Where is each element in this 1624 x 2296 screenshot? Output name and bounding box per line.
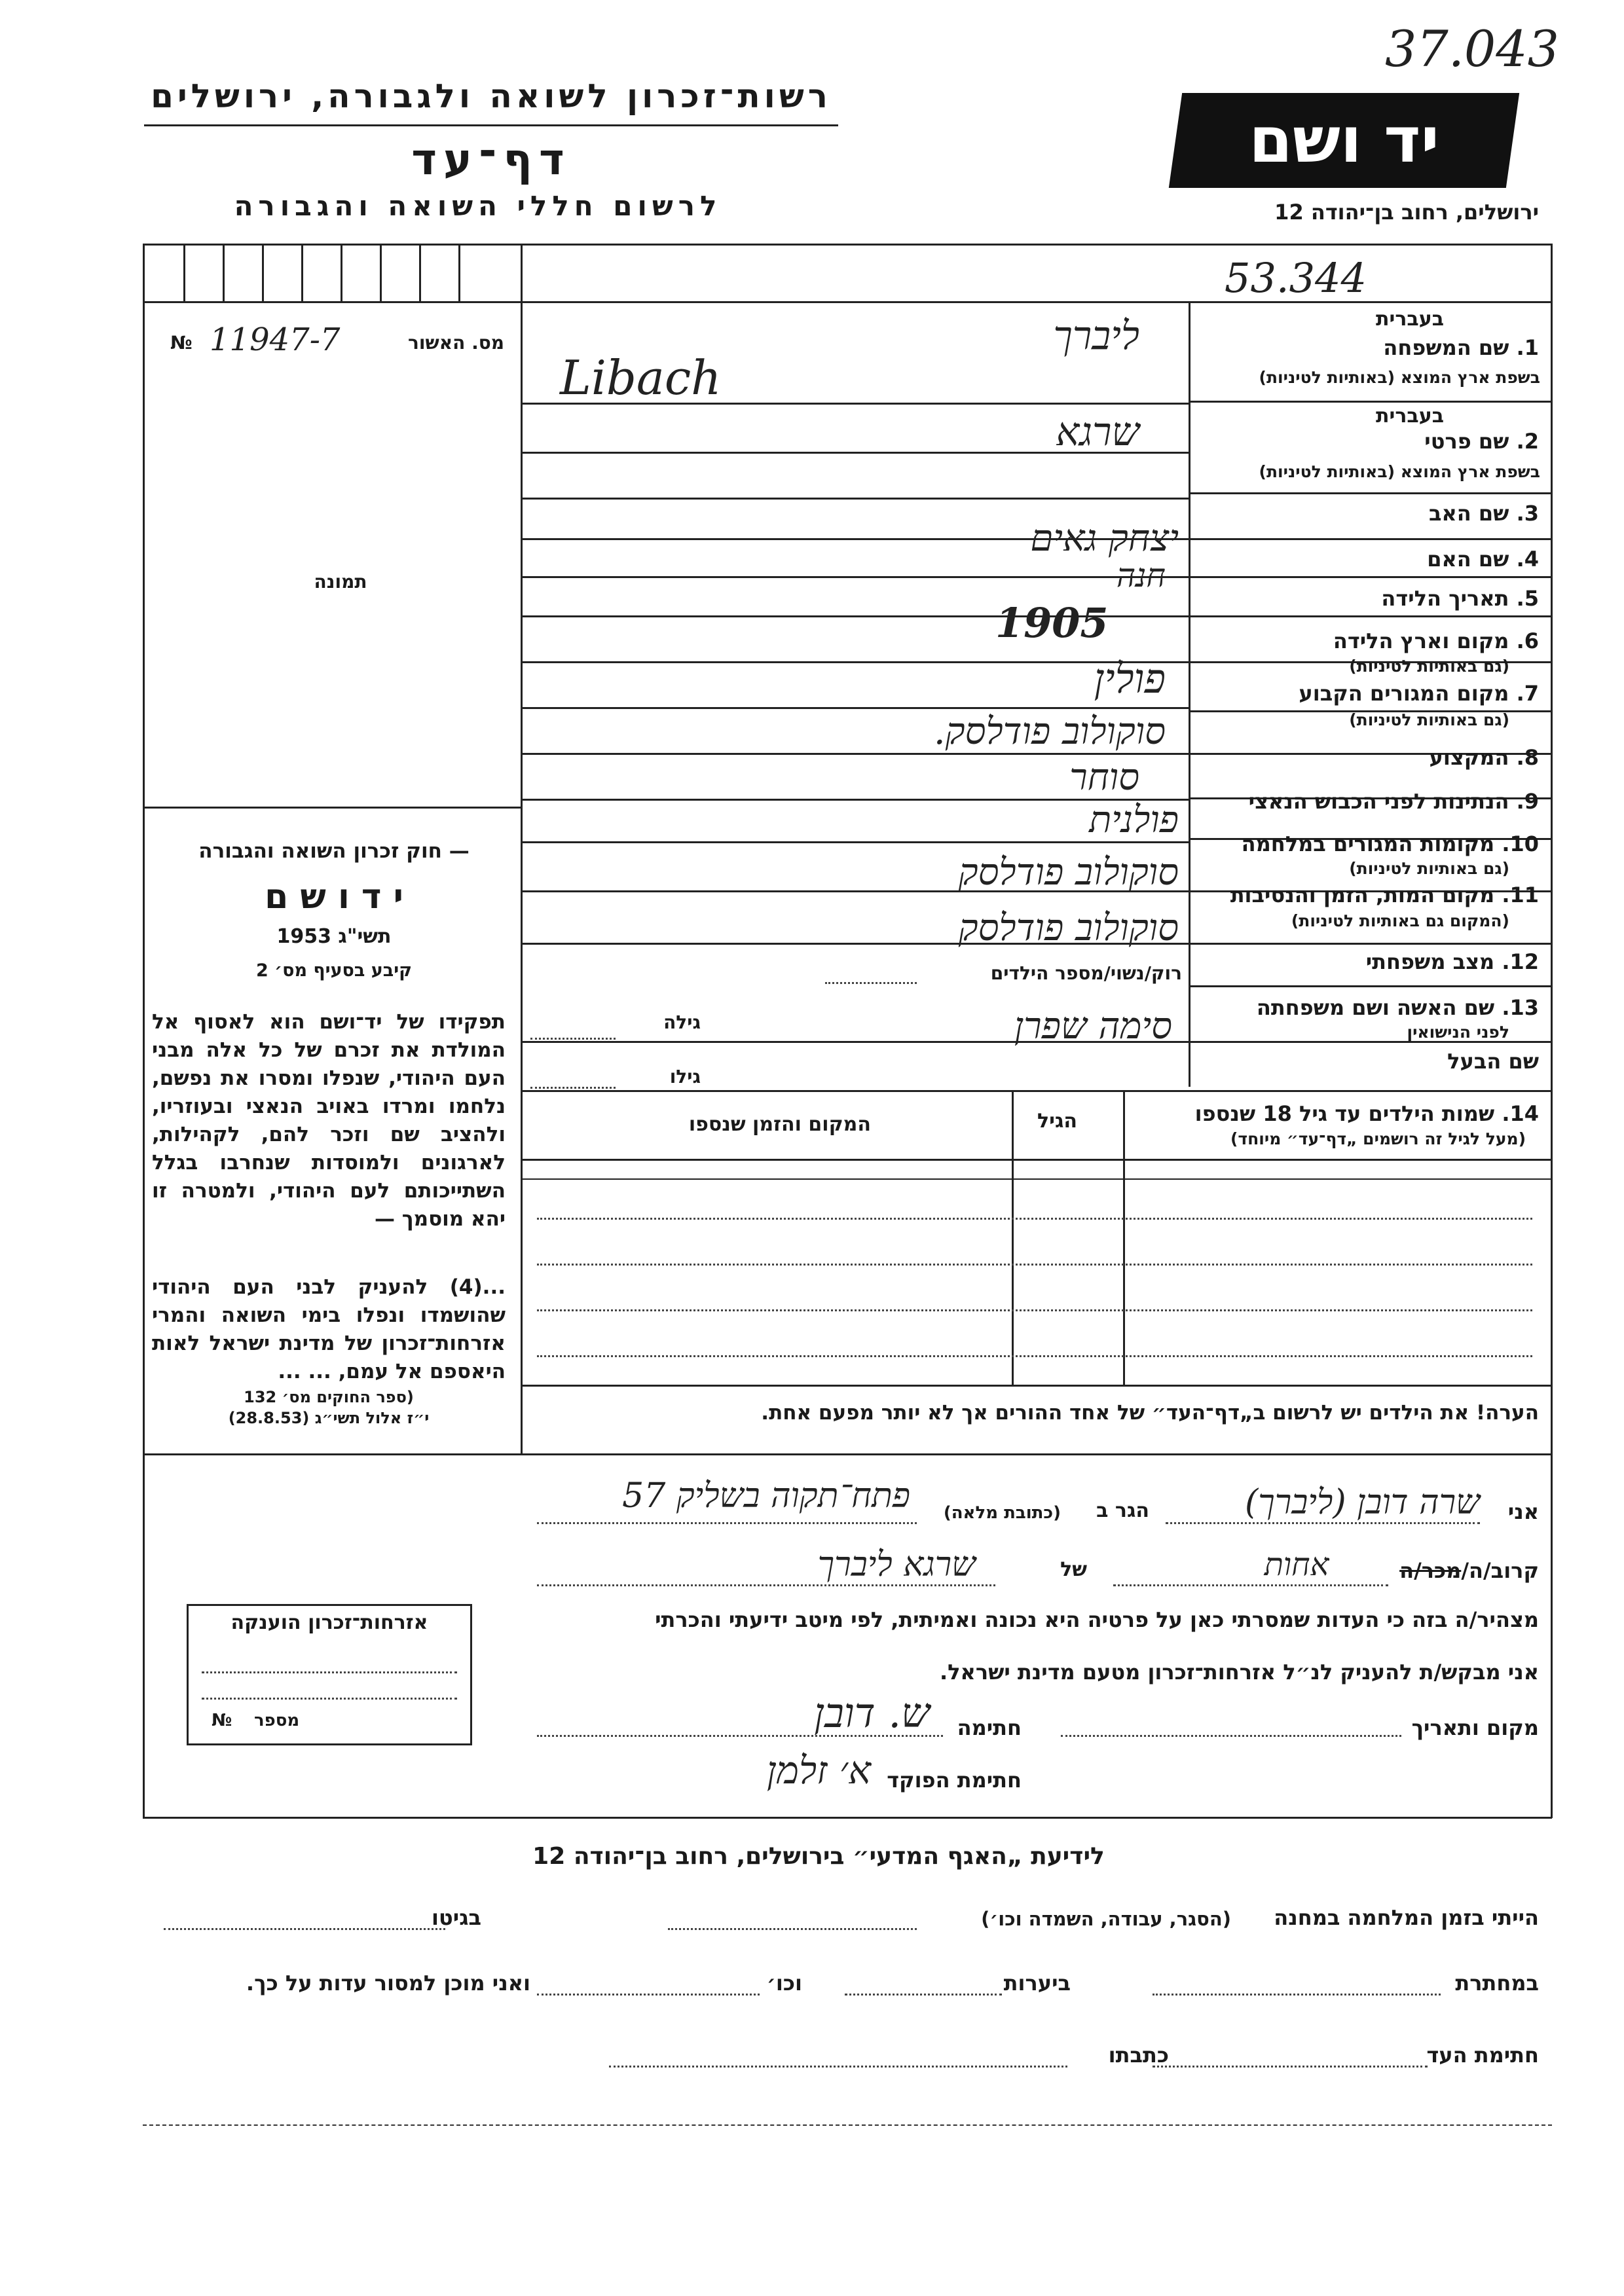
children-row-dots [537, 1218, 1532, 1220]
husband-age-line [530, 1087, 616, 1089]
law-year: תשי"ג 1953 [276, 925, 392, 948]
row-divider [1189, 492, 1552, 494]
note-top [523, 1385, 1552, 1387]
row-divider [1189, 538, 1552, 540]
field-7-sub: (גם באותיות לטיניות) [1349, 710, 1509, 729]
bottom-underground-line [1153, 1994, 1441, 1995]
birth-place-value: פולין [1094, 655, 1166, 702]
label-column-divider [1189, 301, 1190, 1087]
field-13-label: 13. שם האשה ושם משפחתה [1256, 995, 1539, 1020]
bottom-address-label: כתבתו [1108, 2043, 1169, 2068]
children-col-divider [1123, 1090, 1125, 1385]
children-row [523, 1178, 1552, 1180]
approval-value: 11947-7 [210, 321, 341, 358]
field-1-heb-tag: בעברית [1376, 308, 1444, 331]
children-col-age: הגיל [1037, 1110, 1077, 1133]
decl-full-addr: (כתובת מלאה) [943, 1503, 1061, 1523]
authority-title: רשות־זכרון לשואה ולגבורה, ירושלים [151, 77, 832, 115]
bottom-witness-sig-label: חתימת העד [1426, 2043, 1539, 2068]
field-1-sub: בשפת ארץ המוצא (באותיות לטיניות) [1259, 368, 1540, 387]
declarant-signature: ש. דובן [814, 1689, 930, 1737]
declarant-address: פתח־תקוה בשליק 57 [622, 1476, 910, 1516]
frame-middle-bottom [143, 1453, 1552, 1455]
first-name-hebrew: שרגא [1056, 409, 1139, 455]
form-purpose: לרשום חללי השואה והגבורה [234, 190, 722, 222]
strip-box [458, 244, 460, 301]
law-ref-2: י״ז אלול תשי״ג (28.8.53) [228, 1409, 430, 1427]
nationality-value: פולנית [1089, 799, 1179, 841]
signature-line [537, 1735, 943, 1737]
frame-left [143, 244, 145, 1455]
bottom-underground-label: במחתרת [1455, 1971, 1539, 1995]
children-col-divider [1012, 1090, 1014, 1385]
form-name: דף־עד [411, 134, 571, 185]
father-name-value: יצחק גאים [1030, 517, 1179, 560]
children-header-bottom [523, 1159, 1552, 1161]
children-col-place: המקום והזמן שנספו [688, 1113, 871, 1136]
wife-name-value: סימה שפרן [1014, 1005, 1172, 1048]
decl-request: אני מבקש/ת להעניק לנ״ל אזרחות־זכרון מטעם מדינת ישראל. [940, 1660, 1539, 1685]
top-strip-bottom [143, 301, 523, 303]
bottom-address-line [609, 2066, 1067, 2068]
children-subtitle: (מעל לגיל זה רושמים „דף־עד״ מיוחד) [1230, 1129, 1526, 1148]
stamp-number: 53.344 [1225, 254, 1367, 302]
bottom-camp-label: הייתי בזמן המלחמה במחנה [1274, 1905, 1539, 1930]
bottom-forests-line [845, 1994, 1002, 1995]
officer-signature: א׳ זלמן [766, 1748, 871, 1793]
declarant-name: שרה דובן (ליברך) [1244, 1483, 1480, 1522]
field-11-label: 11. מקום המות, הזמן והנסיבות [1230, 883, 1539, 907]
relationship-line [1113, 1584, 1388, 1586]
authority-underline [144, 124, 838, 126]
citizenship-line [202, 1698, 457, 1700]
husband-label: שם הבעל [1447, 1049, 1539, 1074]
birth-date-value: 1905 [995, 599, 1109, 647]
profession-value: סוחר [1069, 756, 1139, 799]
row-divider [1189, 576, 1552, 578]
decl-statement: מצהיר/ה בזה כי העדות שמסרתי כאן על פרטיה היא נכונה ואמיתית, לפי מיטב ידיעתי והכרתי [655, 1607, 1539, 1632]
address: ירושלים, רחוב בן־יהודה 12 [1274, 200, 1539, 225]
residence-value: סוקולוב פודלסק. [933, 710, 1166, 753]
mother-name-value: חנה [1116, 556, 1166, 594]
note-text: הערה! את הילדים יש לרשום ב„דף־העד״ של אחד ההורים אך לא יותר מפעם אחת. [761, 1401, 1539, 1425]
law-clause: קיבע בסעיף מס׳ 2 [255, 960, 413, 981]
field-3-label: 3. שם האב [1428, 501, 1539, 526]
left-column-divider [521, 244, 523, 1455]
logo-lettering: יד ושם [1249, 103, 1439, 177]
row-divider [1189, 985, 1552, 987]
strip-box [183, 244, 185, 301]
children-title: 14. שמות הילדים עד גיל 18 שנספו [1194, 1101, 1539, 1126]
field-2-label: 2. שם פרטי [1424, 429, 1539, 454]
citizenship-number-label: מספר [254, 1711, 300, 1730]
bottom-ghetto-line [164, 1928, 445, 1930]
strip-box [380, 244, 382, 301]
victim-name-line [537, 1584, 995, 1586]
husband-age-label: גילו [669, 1066, 701, 1087]
field-12-extra: רוק/נשוי/מספר הילדים [990, 962, 1182, 984]
decl-resides: הגר ב [1096, 1499, 1149, 1522]
bottom-witness-sig-line [1153, 2066, 1428, 2068]
approval-label: מס. האשור [408, 332, 504, 354]
law-logo: י ד ו ש ם [265, 877, 403, 917]
field-2-heb-tag: בעברית [1376, 405, 1444, 428]
relationship-value: אחות [1264, 1546, 1329, 1583]
frame-right-lower [1551, 1455, 1553, 1818]
family-name-hebrew: ליברך [1053, 313, 1139, 359]
citizenship-title: אזרחות־זכרון הוענקה [231, 1611, 428, 1634]
photo-box-bottom [143, 807, 523, 809]
bottom-ready-label: ואני מוכן למסור עדות על כך. [246, 1971, 530, 1995]
approval-row [170, 321, 504, 363]
declarant-name-line [1166, 1522, 1480, 1524]
approval-prefix: № [170, 332, 193, 354]
strip-box [223, 244, 225, 301]
wife-age-label: גילה [663, 1011, 701, 1033]
citizenship-box [187, 1604, 472, 1745]
strip-box [341, 244, 342, 301]
victim-name-decl: שרגא ליברך [817, 1545, 976, 1584]
decl-place-date: מקום ותאריך [1411, 1715, 1539, 1740]
field-8-label: 8. המקצוע [1429, 745, 1539, 770]
decl-signature-label: חתימה [957, 1715, 1022, 1740]
bottom-forests-label: ביערות [1003, 1971, 1071, 1995]
decl-ani: אני [1507, 1499, 1539, 1524]
place-date-line [1061, 1735, 1401, 1737]
declarant-address-line [537, 1522, 917, 1524]
row-divider [523, 498, 1189, 500]
strip-box [262, 244, 264, 301]
field-4-label: 4. שם האם [1427, 547, 1539, 572]
row-divider [523, 707, 1189, 709]
strip-box [419, 244, 421, 301]
field-13-sub: לפני הנישואין [1407, 1023, 1509, 1042]
field-11-sub: (המקום גם באותיות לטיניות) [1291, 911, 1509, 930]
law-title: — חוק זכרון השואה והגבורה [198, 839, 470, 863]
bottom-rule [143, 2124, 1552, 2126]
bottom-ghetto-label: בגיטו [432, 1905, 481, 1930]
law-ref-1: (ספר החוקים מס׳ 132 [244, 1388, 414, 1406]
field-9-label: 9. הנתינות לפני הכבוש הנאצי [1248, 789, 1539, 814]
field-10-label: 10. מקומות המגורים במלחמה [1241, 831, 1539, 856]
field-10-sub: (גם באותיות לטיניות) [1349, 859, 1509, 878]
bottom-camp-types: (הסגר, עבודה, השמדה וכו׳) [981, 1908, 1231, 1930]
row-divider [1189, 615, 1552, 617]
officer-signature-label: חתימת הפוקד [887, 1768, 1022, 1793]
yad-vashem-logo [1169, 93, 1519, 188]
row-divider [1189, 401, 1552, 403]
field-12-label: 12. מצב משפחתי [1365, 949, 1539, 974]
frame-right [1551, 244, 1553, 1455]
decl-of: של [1060, 1558, 1087, 1581]
field-6-label: 6. מקום וארץ הלידה [1333, 629, 1539, 653]
children-row-dots [537, 1264, 1532, 1266]
header-row-bottom [523, 301, 1552, 303]
declaration-bottom [143, 1817, 1552, 1819]
field-5-label: 5. תאריך הלידה [1381, 586, 1539, 611]
decl-relative: קרוב/ה/מכר/ה [1399, 1558, 1539, 1583]
law-text-1: תפקידו של יד־ושם הוא לאסוף אל המולדת את זכרם של כל אלה מבני העם היהודי, שנפלו ומסרו את נפשם, נלחמו ומרדו באויב הנאצי ובעוזריו, ולהציב שם וזכר להם, לקהילות, לארגונים ולמוסדות שנחרבו בגלל השתייכותם לעם היהודי, ולמטרה זו יהא מוסמך — [152, 1010, 506, 1231]
archive-number: 37.043 [1385, 20, 1559, 78]
field-2-sub: בשפת ארץ המוצא (באותיות לטיניות) [1259, 462, 1540, 481]
law-text-2: ...(4) להעניק לבני העם היהודי שהושמדו ונפלו בימי השואה והמרי אזרחות־זכרון של מדינת ישראל לאות היאספם אל עמם, ... ... [152, 1275, 506, 1383]
children-row-dots [537, 1309, 1532, 1311]
row-divider [1189, 943, 1552, 945]
field-6-sub: (גם באותיות לטיניות) [1349, 657, 1509, 676]
row-divider [523, 753, 1189, 755]
photo-label: תמונה [314, 571, 367, 592]
field-1-label: 1. שם המשפחה [1383, 335, 1539, 360]
frame-left-lower [143, 1455, 145, 1818]
death-place-value: סוקולוב פודלסק [958, 907, 1179, 949]
citizenship-prefix: № [212, 1711, 232, 1730]
wartime-residence-value: סוקולוב פודלסק [958, 851, 1179, 894]
field-7-label: 7. מקום המגורים הקבוע [1299, 681, 1539, 706]
children-count-line [825, 982, 917, 984]
bottom-etc-line [537, 1994, 760, 1995]
strip-box [301, 244, 303, 301]
wife-age-line [530, 1038, 616, 1040]
citizenship-line [202, 1671, 457, 1673]
bottom-etc-label: וכו׳ [766, 1971, 802, 1995]
row-divider [523, 841, 1189, 843]
family-name-latin: Libach [560, 350, 722, 405]
row-divider [523, 1090, 1552, 1092]
bottom-camp-line [668, 1928, 917, 1930]
bottom-title: לידיעת „האגף המדעי״ בירושלים, רחוב בן־יהודה 12 [532, 1843, 1105, 1870]
frame-top [143, 244, 1552, 246]
children-row-dots [537, 1355, 1532, 1357]
